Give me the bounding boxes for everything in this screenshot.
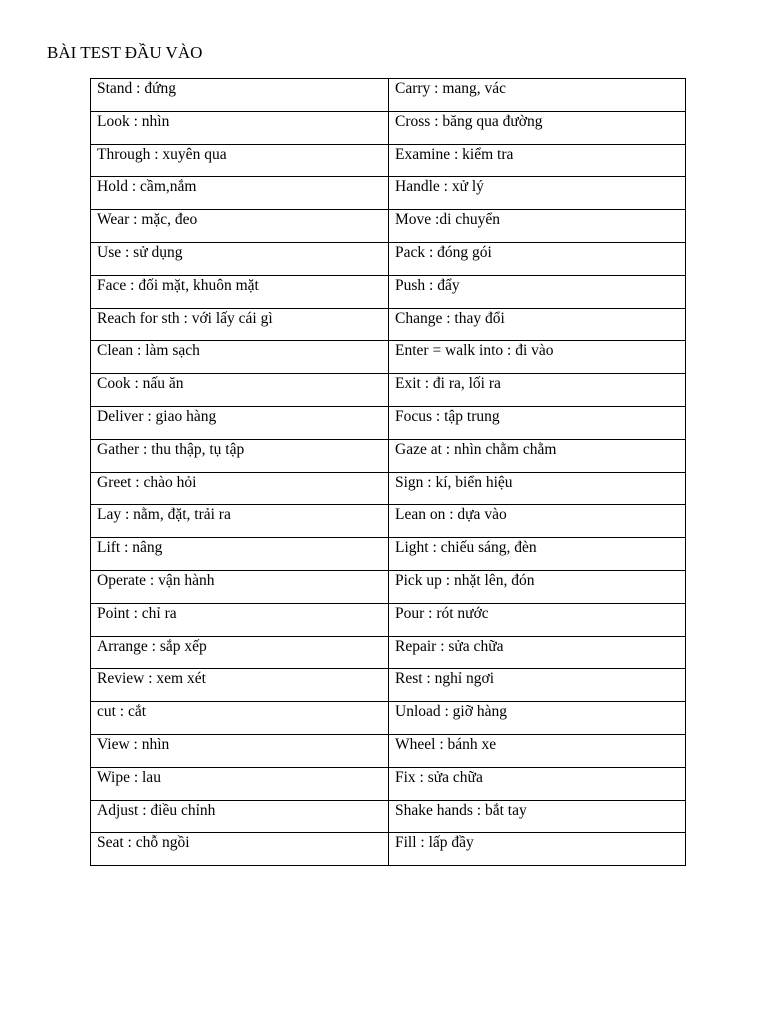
vocab-cell-left: Point : chỉ ra [91,603,389,636]
vocab-cell-right: Rest : nghỉ ngơi [389,669,686,702]
vocab-cell-left: Wear : mặc, đeo [91,210,389,243]
vocab-cell-right: Light : chiếu sáng, đèn [389,538,686,571]
table-row [91,669,686,702]
vocab-cell-right: Pour : rót nước [389,603,686,636]
vocab-cell-left: Use : sử dụng [91,242,389,275]
table-row [91,538,686,571]
vocab-cell-left: Adjust : điều chỉnh [91,800,389,833]
vocab-cell-left: Lift : nâng [91,538,389,571]
table-row [91,374,686,407]
vocab-cell-left: Stand : đứng [91,79,389,112]
table-row [91,833,686,866]
vocab-cell-right: Lean on : dựa vào [389,505,686,538]
vocab-cell-left: Deliver : giao hàng [91,406,389,439]
vocab-cell-right: Focus : tập trung [389,406,686,439]
vocab-cell-left: Gather : thu thập, tụ tập [91,439,389,472]
table-row [91,636,686,669]
vocab-cell-left: Through : xuyên qua [91,144,389,177]
vocab-cell-left: Wipe : lau [91,767,389,800]
vocab-cell-left: Clean : làm sạch [91,341,389,374]
table-row [91,308,686,341]
vocab-cell-right: Fill : lấp đầy [389,833,686,866]
vocab-cell-right: Gaze at : nhìn chằm chằm [389,439,686,472]
vocab-cell-left: Greet : chào hỏi [91,472,389,505]
table-row [91,702,686,735]
vocab-cell-left: Lay : nằm, đặt, trải ra [91,505,389,538]
vocab-table [90,78,686,866]
vocab-cell-left: Hold : cầm,nắm [91,177,389,210]
vocab-cell-right: Enter = walk into : đi vào [389,341,686,374]
vocab-cell-right: Cross : băng qua đường [389,111,686,144]
vocab-cell-left: Seat : chỗ ngồi [91,833,389,866]
vocab-cell-right: Move :di chuyển [389,210,686,243]
vocab-cell-right: Examine : kiểm tra [389,144,686,177]
table-row [91,406,686,439]
vocab-cell-left: Operate : vận hành [91,570,389,603]
vocab-cell-right: Exit : đi ra, lối ra [389,374,686,407]
vocab-cell-left: Arrange : sắp xếp [91,636,389,669]
table-row [91,800,686,833]
table-row [91,275,686,308]
table-row [91,341,686,374]
vocab-cell-left: View : nhìn [91,734,389,767]
vocab-cell-right: Repair : sửa chữa [389,636,686,669]
vocab-cell-right: Pick up : nhặt lên, đón [389,570,686,603]
vocab-cell-left: Review : xem xét [91,669,389,702]
table-row [91,111,686,144]
vocab-cell-left: cut : cắt [91,702,389,735]
table-row [91,144,686,177]
vocab-cell-left: Cook : nấu ăn [91,374,389,407]
vocab-cell-right: Sign : kí, biển hiệu [389,472,686,505]
vocab-cell-right: Pack : đóng gói [389,242,686,275]
vocab-cell-right: Change : thay đổi [389,308,686,341]
vocab-cell-right: Push : đẩy [389,275,686,308]
vocab-cell-right: Wheel : bánh xe [389,734,686,767]
table-row [91,242,686,275]
table-row [91,570,686,603]
table-row [91,210,686,243]
vocab-cell-right: Fix : sửa chữa [389,767,686,800]
vocab-cell-right: Unload : giỡ hàng [389,702,686,735]
table-row [91,734,686,767]
vocab-cell-right: Carry : mang, vác [389,79,686,112]
vocab-cell-left: Look : nhìn [91,111,389,144]
table-row [91,177,686,210]
table-row [91,603,686,636]
vocab-cell-right: Handle : xử lý [389,177,686,210]
table-row [91,767,686,800]
table-row [91,439,686,472]
table-row [91,79,686,112]
document-title: BÀI TEST ĐẦU VÀO [47,43,203,62]
vocab-cell-left: Reach for sth : với lấy cái gì [91,308,389,341]
vocab-cell-right: Shake hands : bắt tay [389,800,686,833]
vocab-cell-left: Face : đối mặt, khuôn mặt [91,275,389,308]
table-row [91,472,686,505]
table-row [91,505,686,538]
